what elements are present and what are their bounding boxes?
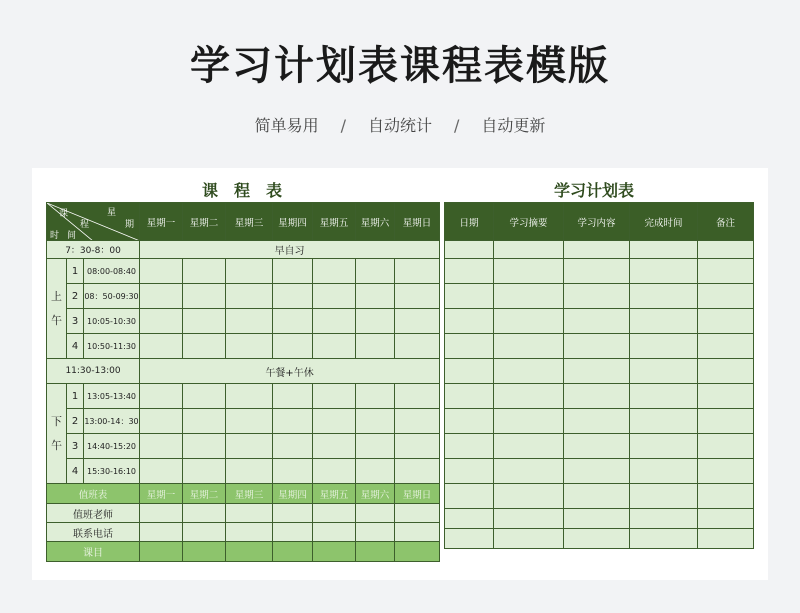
duty-cell[interactable] bbox=[140, 523, 183, 542]
tag-auto-update: 自动更新 bbox=[481, 116, 546, 135]
plan-row bbox=[445, 484, 754, 509]
duty-cell[interactable] bbox=[273, 523, 313, 542]
period-number: 1 bbox=[67, 384, 84, 409]
schedule-cell[interactable] bbox=[395, 309, 440, 334]
day-header: 星期二 bbox=[183, 203, 226, 241]
schedule-cell[interactable] bbox=[356, 309, 395, 334]
duty-day-header: 星期日 bbox=[395, 484, 440, 504]
schedule-cell[interactable] bbox=[395, 334, 440, 359]
period-time: 08：50-09:30 bbox=[84, 284, 140, 309]
course-cell[interactable] bbox=[140, 542, 183, 562]
plan-cell[interactable] bbox=[630, 334, 698, 359]
course-cell[interactable] bbox=[183, 542, 226, 562]
plan-cell[interactable] bbox=[630, 284, 698, 309]
lunch-time: 11:30-13:00 bbox=[47, 359, 140, 384]
duty-day-header: 星期一 bbox=[140, 484, 183, 504]
period-row bbox=[47, 309, 440, 334]
schedule-cell[interactable] bbox=[273, 409, 313, 434]
plan-cell[interactable] bbox=[564, 359, 630, 384]
plan-cell[interactable] bbox=[564, 309, 630, 334]
period-number: 4 bbox=[67, 334, 84, 359]
schedule-cell[interactable] bbox=[226, 459, 273, 484]
plan-cell[interactable] bbox=[698, 484, 754, 509]
plan-cell[interactable] bbox=[445, 529, 494, 549]
plan-cell[interactable] bbox=[698, 384, 754, 409]
period-row bbox=[47, 334, 440, 359]
tag-easy: 简单易用 bbox=[254, 116, 319, 135]
schedule-cell[interactable] bbox=[183, 434, 226, 459]
plan-table bbox=[444, 202, 754, 549]
duty-row-label: 值班老师 bbox=[47, 504, 140, 523]
plan-row bbox=[445, 241, 754, 259]
duty-cell[interactable] bbox=[356, 523, 395, 542]
tag-separator: / bbox=[454, 116, 460, 135]
schedule-cell[interactable] bbox=[140, 259, 183, 284]
duty-day-header: 星期五 bbox=[313, 484, 356, 504]
duty-cell[interactable] bbox=[273, 504, 313, 523]
plan-cell[interactable] bbox=[630, 259, 698, 284]
duty-cell[interactable] bbox=[183, 504, 226, 523]
schedule-cell[interactable] bbox=[226, 259, 273, 284]
plan-cell[interactable] bbox=[698, 284, 754, 309]
duty-cell[interactable] bbox=[226, 523, 273, 542]
schedule-cell[interactable] bbox=[395, 459, 440, 484]
schedule-cell[interactable] bbox=[313, 434, 356, 459]
duty-cell[interactable] bbox=[395, 523, 440, 542]
schedule-cell[interactable] bbox=[140, 284, 183, 309]
period-time: 13:00-14：30 bbox=[84, 409, 140, 434]
plan-cell[interactable] bbox=[445, 259, 494, 284]
plan-cell[interactable] bbox=[564, 529, 630, 549]
schedule-cell[interactable] bbox=[140, 459, 183, 484]
plan-col-summary: 学习摘要 bbox=[494, 203, 564, 241]
plan-row bbox=[445, 434, 754, 459]
plan-cell[interactable] bbox=[698, 259, 754, 284]
header-corner-cell bbox=[47, 203, 140, 241]
plan-cell[interactable] bbox=[630, 384, 698, 409]
schedule-cell[interactable] bbox=[273, 434, 313, 459]
tag-separator: / bbox=[340, 116, 346, 135]
page-title: 学习计划表课程表模版 bbox=[190, 43, 610, 89]
schedule-cell[interactable] bbox=[313, 334, 356, 359]
duty-day-header: 星期三 bbox=[226, 484, 273, 504]
schedule-cell[interactable] bbox=[356, 334, 395, 359]
plan-cell[interactable] bbox=[630, 529, 698, 549]
day-header: 星期日 bbox=[395, 203, 440, 241]
plan-row bbox=[445, 459, 754, 484]
plan-cell[interactable] bbox=[698, 529, 754, 549]
schedule-cell[interactable] bbox=[226, 309, 273, 334]
plan-cell[interactable] bbox=[445, 509, 494, 529]
course-cell[interactable] bbox=[395, 542, 440, 562]
plan-cell[interactable] bbox=[445, 359, 494, 384]
plan-cell[interactable] bbox=[494, 529, 564, 549]
day-header: 星期六 bbox=[356, 203, 395, 241]
plan-col-remark: 备注 bbox=[698, 203, 754, 241]
schedule-cell[interactable] bbox=[226, 334, 273, 359]
schedule-cell[interactable] bbox=[226, 284, 273, 309]
plan-cell[interactable] bbox=[445, 409, 494, 434]
plan-cell[interactable] bbox=[630, 241, 698, 259]
plan-cell[interactable] bbox=[494, 259, 564, 284]
afternoon-label-char: 午 bbox=[51, 438, 62, 452]
schedule-cell[interactable] bbox=[356, 409, 395, 434]
day-header: 星期五 bbox=[313, 203, 356, 241]
schedule-cell[interactable] bbox=[313, 309, 356, 334]
period-number: 2 bbox=[67, 409, 84, 434]
plan-row bbox=[445, 259, 754, 284]
plan-row bbox=[445, 409, 754, 434]
duty-cell[interactable] bbox=[183, 523, 226, 542]
plan-cell[interactable] bbox=[494, 409, 564, 434]
schedule-cell[interactable] bbox=[356, 284, 395, 309]
period-number: 1 bbox=[67, 259, 84, 284]
plan-cell[interactable] bbox=[564, 409, 630, 434]
course-cell[interactable] bbox=[226, 542, 273, 562]
plan-cell[interactable] bbox=[564, 459, 630, 484]
schedule-cell[interactable] bbox=[140, 434, 183, 459]
schedule-cell[interactable] bbox=[395, 284, 440, 309]
schedule-cell[interactable] bbox=[183, 409, 226, 434]
plan-cell[interactable] bbox=[445, 284, 494, 309]
plan-cell[interactable] bbox=[445, 434, 494, 459]
plan-cell[interactable] bbox=[698, 409, 754, 434]
plan-cell[interactable] bbox=[698, 241, 754, 259]
schedule-cell[interactable] bbox=[395, 409, 440, 434]
morning-label-char: 上 bbox=[51, 289, 62, 303]
afternoon-label-char: 下 bbox=[51, 414, 62, 428]
schedule-cell[interactable] bbox=[183, 309, 226, 334]
schedule-cell[interactable] bbox=[313, 409, 356, 434]
corner-time-char-2: 间 bbox=[67, 231, 77, 241]
plan-cell[interactable] bbox=[494, 459, 564, 484]
plan-cell[interactable] bbox=[630, 309, 698, 334]
plan-cell[interactable] bbox=[630, 509, 698, 529]
plan-row bbox=[445, 384, 754, 409]
plan-cell[interactable] bbox=[630, 434, 698, 459]
period-row bbox=[47, 284, 440, 309]
plan-cell[interactable] bbox=[494, 309, 564, 334]
plan-cell[interactable] bbox=[494, 241, 564, 259]
period-number: 3 bbox=[67, 434, 84, 459]
plan-cell[interactable] bbox=[698, 334, 754, 359]
period-time: 14:40-15:20 bbox=[84, 434, 140, 459]
period-time: 13:05-13:40 bbox=[84, 384, 140, 409]
morning-read-time: 7：30-8：00 bbox=[47, 241, 140, 259]
schedule-cell[interactable] bbox=[183, 259, 226, 284]
schedule-cell[interactable] bbox=[356, 459, 395, 484]
plan-cell[interactable] bbox=[494, 334, 564, 359]
plan-cell[interactable] bbox=[494, 384, 564, 409]
period-row bbox=[47, 434, 440, 459]
schedule-cell[interactable] bbox=[395, 259, 440, 284]
course-cell[interactable] bbox=[313, 542, 356, 562]
period-time: 15:30-16:10 bbox=[84, 459, 140, 484]
schedule-cell[interactable] bbox=[313, 259, 356, 284]
plan-cell[interactable] bbox=[445, 384, 494, 409]
course-label: 课目 bbox=[47, 542, 140, 562]
plan-cell[interactable] bbox=[564, 259, 630, 284]
schedule-cell[interactable] bbox=[313, 384, 356, 409]
plan-cell[interactable] bbox=[698, 309, 754, 334]
schedule-title: 课 程 表 bbox=[202, 181, 283, 200]
plan-cell[interactable] bbox=[630, 359, 698, 384]
plan-col-date: 日期 bbox=[445, 203, 494, 241]
plan-cell[interactable] bbox=[494, 484, 564, 509]
plan-cell[interactable] bbox=[564, 334, 630, 359]
duty-row bbox=[47, 504, 440, 523]
schedule-cell[interactable] bbox=[273, 334, 313, 359]
schedule-cell[interactable] bbox=[140, 409, 183, 434]
schedule-cell[interactable] bbox=[140, 384, 183, 409]
schedule-cell[interactable] bbox=[183, 459, 226, 484]
plan-cell[interactable] bbox=[564, 484, 630, 509]
plan-row bbox=[445, 309, 754, 334]
plan-row bbox=[445, 529, 754, 549]
period-time: 10:05-10:30 bbox=[84, 309, 140, 334]
course-cell[interactable] bbox=[273, 542, 313, 562]
plan-col-content: 学习内容 bbox=[564, 203, 630, 241]
period-row bbox=[47, 459, 440, 484]
schedule-cell[interactable] bbox=[313, 459, 356, 484]
corner-course-char-1: 课 bbox=[59, 209, 69, 219]
plan-cell[interactable] bbox=[494, 509, 564, 529]
plan-cell[interactable] bbox=[494, 359, 564, 384]
plan-cell[interactable] bbox=[494, 284, 564, 309]
schedule-cell[interactable] bbox=[273, 459, 313, 484]
plan-cell[interactable] bbox=[445, 459, 494, 484]
morning-label bbox=[47, 259, 67, 359]
plan-cell[interactable] bbox=[494, 434, 564, 459]
plan-cell[interactable] bbox=[564, 509, 630, 529]
duty-cell[interactable] bbox=[140, 504, 183, 523]
schedule-cell[interactable] bbox=[356, 259, 395, 284]
period-number: 3 bbox=[67, 309, 84, 334]
plan-cell[interactable] bbox=[630, 459, 698, 484]
day-header: 星期四 bbox=[273, 203, 313, 241]
duty-day-header: 星期二 bbox=[183, 484, 226, 504]
schedule-table bbox=[46, 202, 440, 562]
schedule-cell[interactable] bbox=[140, 334, 183, 359]
schedule-cell[interactable] bbox=[356, 434, 395, 459]
schedule-cell[interactable] bbox=[226, 434, 273, 459]
plan-cell[interactable] bbox=[445, 309, 494, 334]
plan-cell[interactable] bbox=[445, 484, 494, 509]
schedule-cell[interactable] bbox=[273, 259, 313, 284]
schedule-cell[interactable] bbox=[183, 334, 226, 359]
plan-cell[interactable] bbox=[630, 409, 698, 434]
duty-cell[interactable] bbox=[356, 504, 395, 523]
plan-cell[interactable] bbox=[564, 241, 630, 259]
plan-title: 学习计划表 bbox=[554, 181, 635, 200]
plan-row bbox=[445, 359, 754, 384]
plan-cell[interactable] bbox=[445, 241, 494, 259]
duty-cell[interactable] bbox=[226, 504, 273, 523]
corner-day-char-2: 期 bbox=[125, 220, 135, 230]
plan-row bbox=[445, 284, 754, 309]
schedule-cell[interactable] bbox=[313, 284, 356, 309]
schedule-cell[interactable] bbox=[273, 309, 313, 334]
duty-row bbox=[47, 523, 440, 542]
corner-time-char-1: 时 bbox=[50, 231, 60, 241]
duty-header: 值班表 bbox=[47, 484, 140, 504]
period-row bbox=[47, 409, 440, 434]
plan-row bbox=[445, 334, 754, 359]
period-number: 4 bbox=[67, 459, 84, 484]
schedule-cell[interactable] bbox=[226, 409, 273, 434]
schedule-cell[interactable] bbox=[273, 384, 313, 409]
corner-day-char-1: 星 bbox=[107, 208, 117, 218]
period-number: 2 bbox=[67, 284, 84, 309]
duty-cell[interactable] bbox=[395, 504, 440, 523]
course-cell[interactable] bbox=[356, 542, 395, 562]
duty-row-label: 联系电话 bbox=[47, 523, 140, 542]
plan-cell[interactable] bbox=[698, 434, 754, 459]
schedule-cell[interactable] bbox=[183, 284, 226, 309]
feature-tags bbox=[0, 113, 800, 136]
duty-day-header: 星期六 bbox=[356, 484, 395, 504]
schedule-cell[interactable] bbox=[273, 284, 313, 309]
period-row bbox=[47, 259, 440, 284]
morning-label-char: 午 bbox=[51, 313, 62, 327]
schedule-cell[interactable] bbox=[356, 384, 395, 409]
spreadsheet-sheet bbox=[32, 168, 768, 580]
afternoon-label bbox=[47, 384, 67, 484]
duty-day-header: 星期四 bbox=[273, 484, 313, 504]
plan-cell[interactable] bbox=[698, 459, 754, 484]
plan-cell[interactable] bbox=[698, 509, 754, 529]
duty-cell[interactable] bbox=[313, 523, 356, 542]
day-header: 星期一 bbox=[140, 203, 183, 241]
plan-cell[interactable] bbox=[445, 334, 494, 359]
period-row bbox=[47, 384, 440, 409]
schedule-cell[interactable] bbox=[395, 434, 440, 459]
period-time: 10:50-11:30 bbox=[84, 334, 140, 359]
plan-cell[interactable] bbox=[630, 484, 698, 509]
schedule-cell[interactable] bbox=[140, 309, 183, 334]
plan-cell[interactable] bbox=[564, 284, 630, 309]
plan-col-finish-time: 完成时间 bbox=[630, 203, 698, 241]
corner-course-char-2: 程 bbox=[80, 220, 90, 230]
duty-cell[interactable] bbox=[313, 504, 356, 523]
schedule-cell[interactable] bbox=[226, 384, 273, 409]
plan-row bbox=[445, 509, 754, 529]
plan-cell[interactable] bbox=[564, 434, 630, 459]
schedule-cell[interactable] bbox=[395, 384, 440, 409]
plan-cell[interactable] bbox=[698, 359, 754, 384]
period-time: 08:00-08:40 bbox=[84, 259, 140, 284]
lunch-label: 午餐+午休 bbox=[140, 359, 440, 384]
day-header: 星期三 bbox=[226, 203, 273, 241]
schedule-cell[interactable] bbox=[183, 384, 226, 409]
tag-auto-stat: 自动统计 bbox=[367, 116, 432, 135]
plan-cell[interactable] bbox=[564, 384, 630, 409]
morning-read-label: 早自习 bbox=[140, 241, 440, 259]
